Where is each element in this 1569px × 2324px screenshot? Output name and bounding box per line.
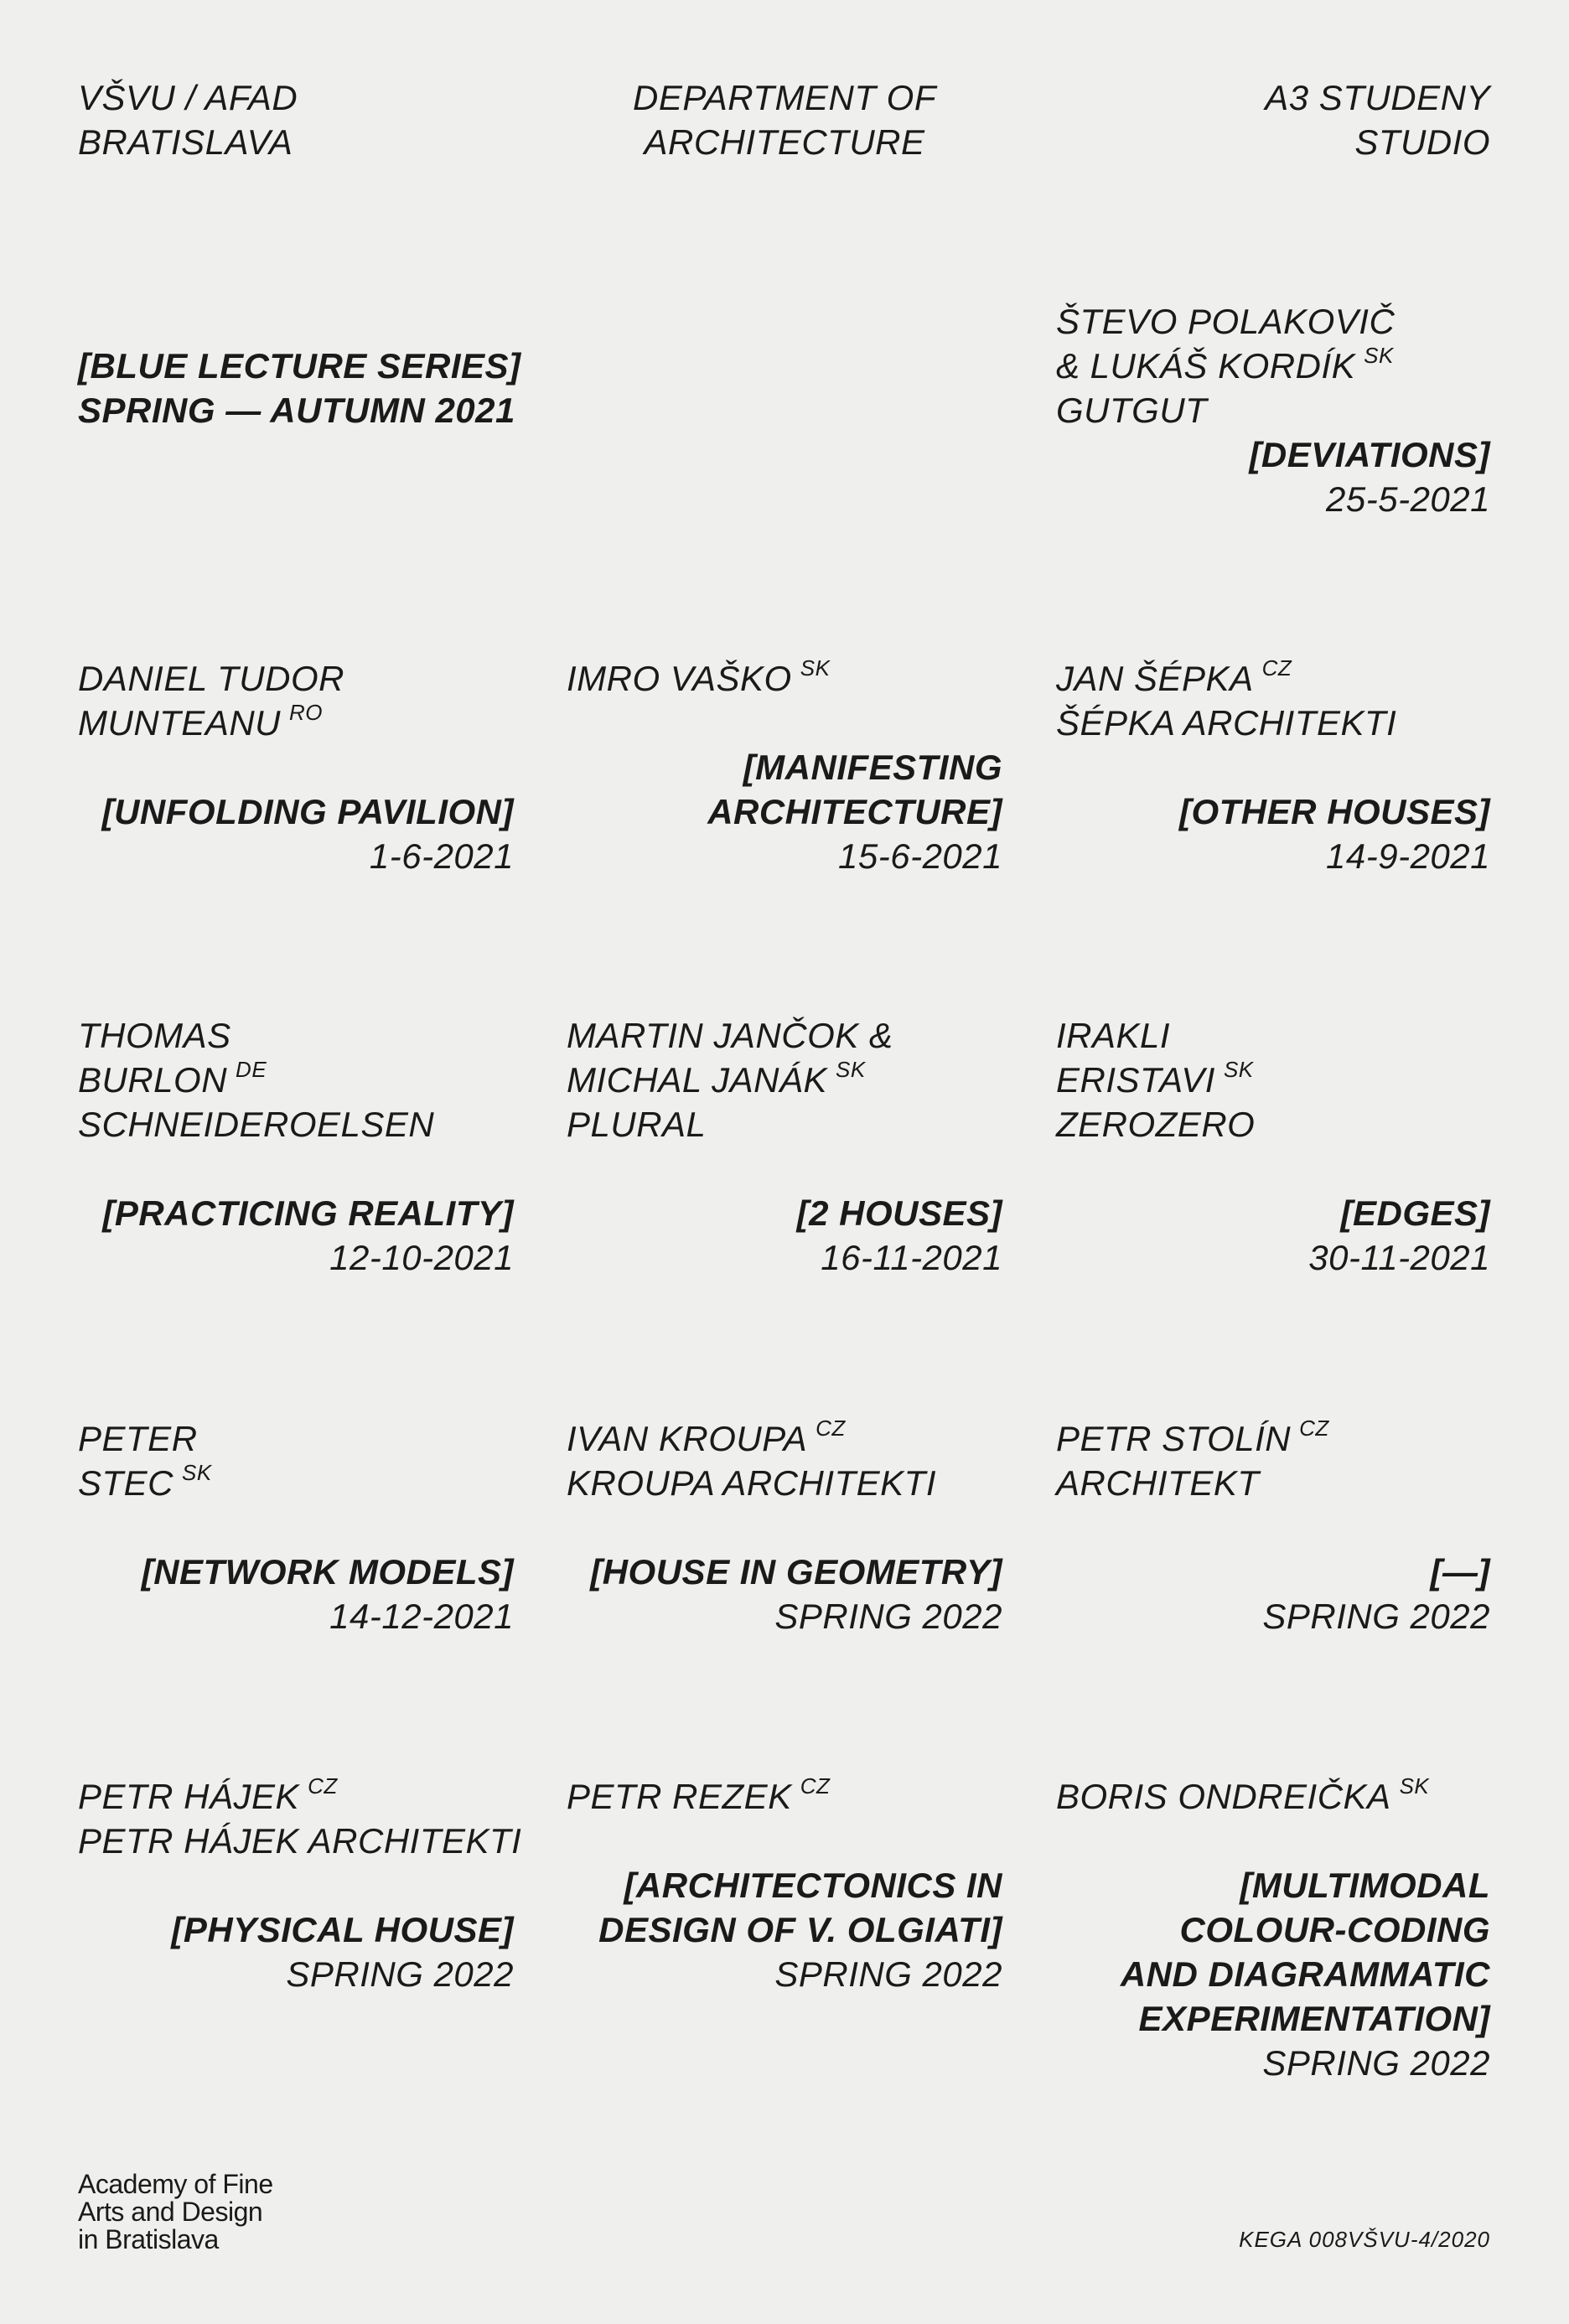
speaker-name: MICHAL JANÁK $^{SK}$ xyxy=(567,1057,866,1100)
speaker-office: ARCHITEKT xyxy=(1056,1463,1260,1503)
lecture-card xyxy=(78,1773,522,1996)
header-right xyxy=(1056,75,1490,164)
country-code: SK xyxy=(182,1460,212,1485)
header-center xyxy=(533,75,1036,164)
lecture-speaker xyxy=(78,1013,514,1191)
header-right-line1: A3 STUDENY xyxy=(1265,78,1490,117)
lecture-card xyxy=(78,1416,514,1638)
speaker-office: SCHNEIDEROELSEN xyxy=(78,1105,435,1144)
lecture-card xyxy=(1056,1416,1490,1638)
lecture-title: COLOUR-CODING xyxy=(1179,1910,1490,1949)
lecture-date: 14-12-2021 xyxy=(329,1597,514,1636)
lecture-card xyxy=(567,1013,1002,1280)
lecture-speaker xyxy=(78,656,514,789)
lecture-date: SPRING 2022 xyxy=(1262,1597,1490,1636)
country-code: SK xyxy=(1399,1773,1430,1799)
speaker-name: MUNTEANU $^{RO}$ xyxy=(78,700,323,743)
country-code: RO xyxy=(289,700,323,725)
country-code: CZ xyxy=(308,1773,338,1799)
series-title: [BLUE LECTURE SERIES] xyxy=(78,346,521,386)
country-code: CZ xyxy=(816,1416,846,1441)
lecture-card xyxy=(567,656,1002,878)
lecture-title: [2 HOUSES] xyxy=(796,1193,1002,1233)
speaker-name: BORIS ONDREIČKA $^{SK}$ xyxy=(1056,1773,1430,1816)
series-heading xyxy=(78,344,521,432)
header-left-line1: VŠVU / AFAD xyxy=(78,78,298,117)
lecture-speaker xyxy=(1056,1774,1490,1863)
speaker-name: MARTIN JANČOK & xyxy=(567,1016,893,1055)
lecture-card xyxy=(567,1774,1002,1996)
grant-code: KEGA 008VŠVU-4/2020 xyxy=(1239,2227,1490,2252)
lecture-date: SPRING 2022 xyxy=(774,1597,1002,1636)
lecture-speaker xyxy=(1056,299,1490,432)
lecture-title: ARCHITECTURE] xyxy=(707,792,1002,831)
speaker-name: & LUKÁŠ KORDÍK $^{SK}$ xyxy=(1056,343,1394,386)
series-period: SPRING — AUTUMN 2021 xyxy=(78,391,515,430)
lecture-date: 1-6-2021 xyxy=(369,836,514,876)
country-code: DE xyxy=(236,1057,267,1082)
lecture-speaker xyxy=(1056,1013,1490,1191)
lecture-date: 15-6-2021 xyxy=(838,836,1002,876)
lecture-date: 12-10-2021 xyxy=(329,1238,514,1277)
country-code: SK xyxy=(835,1057,866,1082)
speaker-name: THOMAS xyxy=(78,1016,231,1055)
speaker-name: STEC $^{SK}$ xyxy=(78,1460,212,1503)
speaker-office: KROUPA ARCHITEKTI xyxy=(567,1463,936,1503)
lecture-title: [MULTIMODAL xyxy=(1240,1866,1490,1905)
lecture-date: 30-11-2021 xyxy=(1308,1238,1490,1277)
lecture-title: [OTHER HOUSES] xyxy=(1178,792,1490,831)
speaker-name: IMRO VAŠKO $^{SK}$ xyxy=(567,655,831,698)
lecture-date: SPRING 2022 xyxy=(286,1954,514,1994)
lecture-title: [UNFOLDING PAVILION] xyxy=(101,792,514,831)
header-center-line1: DEPARTMENT OF xyxy=(633,78,936,117)
lecture-date: SPRING 2022 xyxy=(1262,2043,1490,2083)
header-left xyxy=(78,75,514,164)
speaker-name: ERISTAVI $^{SK}$ xyxy=(1056,1057,1254,1100)
lecture-speaker xyxy=(567,1013,1002,1191)
lecture-card xyxy=(1056,1774,1490,2085)
lecture-title: [PHYSICAL HOUSE] xyxy=(171,1910,514,1949)
lecture-speaker xyxy=(78,1773,522,1907)
lecture-speaker xyxy=(567,656,1002,745)
speaker-office: PETR HÁJEK ARCHITEKTI xyxy=(78,1821,522,1861)
country-code: SK xyxy=(800,655,831,681)
lecture-title: [PRACTICING REALITY] xyxy=(102,1193,514,1233)
speaker-office: PLURAL xyxy=(567,1105,707,1144)
speaker-name: PETR REZEK $^{CZ}$ xyxy=(567,1773,831,1816)
lecture-speaker xyxy=(567,1774,1002,1863)
country-code: SK xyxy=(1223,1057,1254,1082)
speaker-name: IVAN KROUPA $^{CZ}$ xyxy=(567,1416,846,1458)
header-right-line2: STUDIO xyxy=(1354,122,1490,162)
lecture-speaker xyxy=(1056,1416,1490,1550)
lecture-title: [ARCHITECTONICS IN xyxy=(624,1866,1002,1905)
speaker-name: PETER xyxy=(78,1419,198,1458)
header-center-line2: ARCHITECTURE xyxy=(644,122,925,162)
lecture-title: [DEVIATIONS] xyxy=(1249,435,1490,474)
country-code: CZ xyxy=(1261,655,1292,681)
speaker-name: DANIEL TUDOR xyxy=(78,659,344,698)
speaker-name: BURLON $^{DE}$ xyxy=(78,1057,267,1100)
speaker-name: JAN ŠÉPKA $^{CZ}$ xyxy=(1056,655,1292,698)
logo-line2: Arts and Design xyxy=(78,2197,263,2227)
academy-logo xyxy=(78,2171,273,2254)
lecture-speaker xyxy=(1056,656,1490,789)
speaker-office: ŠÉPKA ARCHITEKTI xyxy=(1056,703,1397,743)
lecture-title: AND DIAGRAMMATIC xyxy=(1120,1954,1490,1994)
lecture-card xyxy=(1056,299,1490,521)
speaker-name: IRAKLI xyxy=(1056,1016,1171,1055)
lecture-card xyxy=(78,656,514,878)
lecture-speaker xyxy=(567,1416,1002,1550)
lecture-card xyxy=(567,1416,1002,1638)
lecture-card xyxy=(1056,656,1490,878)
lecture-title: [EDGES] xyxy=(1340,1193,1490,1233)
speaker-name: PETR STOLÍN $^{CZ}$ xyxy=(1056,1416,1329,1458)
lecture-date: 14-9-2021 xyxy=(1326,836,1490,876)
lecture-date: SPRING 2022 xyxy=(774,1954,1002,1994)
lecture-card xyxy=(78,1013,514,1280)
country-code: CZ xyxy=(1299,1416,1329,1441)
country-code: SK xyxy=(1364,343,1394,368)
lecture-title: [NETWORK MODELS] xyxy=(141,1552,514,1592)
logo-line3: in Bratislava xyxy=(78,2224,219,2254)
lecture-title: [—] xyxy=(1430,1552,1490,1592)
speaker-name: ŠTEVO POLAKOVIČ xyxy=(1056,302,1396,341)
lecture-title: DESIGN OF V. OLGIATI] xyxy=(598,1910,1002,1949)
logo-line1: Academy of Fine xyxy=(78,2169,273,2199)
header-left-line2: BRATISLAVA xyxy=(78,122,293,162)
speaker-office: ZEROZERO xyxy=(1056,1105,1256,1144)
country-code: CZ xyxy=(800,1773,831,1799)
lecture-title: EXPERIMENTATION] xyxy=(1138,1999,1490,2038)
lecture-date: 16-11-2021 xyxy=(821,1238,1002,1277)
speaker-name: PETR HÁJEK $^{CZ}$ xyxy=(78,1773,338,1816)
lecture-card xyxy=(1056,1013,1490,1280)
lecture-title: [MANIFESTING xyxy=(743,748,1002,787)
lecture-speaker xyxy=(78,1416,514,1550)
lecture-title: [HOUSE IN GEOMETRY] xyxy=(590,1552,1002,1592)
lecture-date: 25-5-2021 xyxy=(1326,479,1490,519)
speaker-office: GUTGUT xyxy=(1056,391,1208,430)
